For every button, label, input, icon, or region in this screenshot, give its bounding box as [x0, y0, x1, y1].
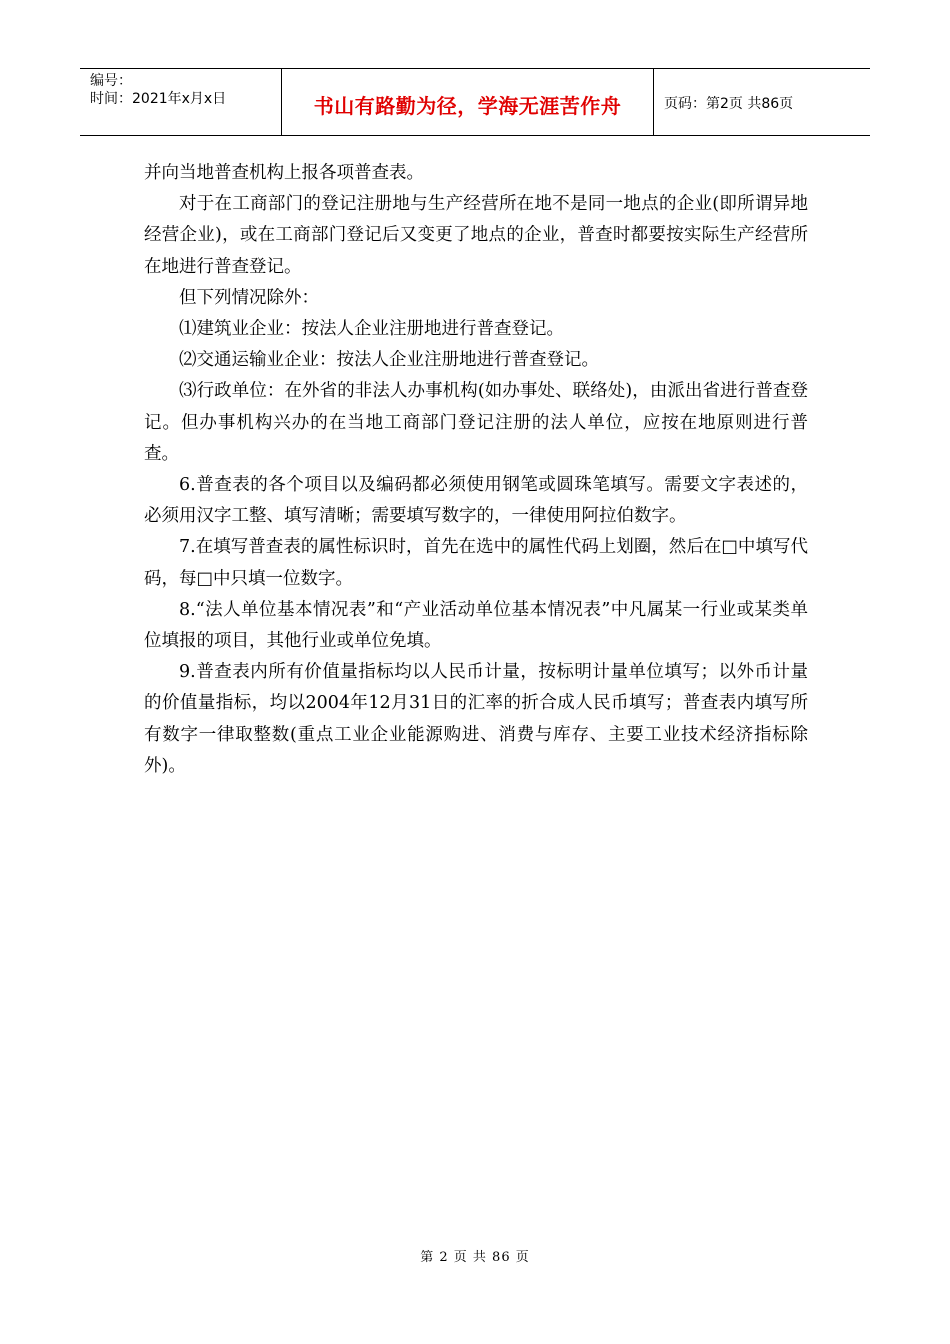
body-paragraph: 但下列情况除外： [179, 287, 319, 308]
header-page-info: 页码：第2页 共86页 [664, 96, 794, 112]
header-motto: 书山有路勤为径，学海无涯苦作舟 [313, 93, 622, 118]
header-motto-cell [282, 69, 654, 135]
header-meta [80, 69, 282, 135]
list-item: ⑵交通运输业企业：按法人企业注册地进行普查登记。 [179, 350, 599, 371]
numbered-rule: 6.普查表的各个项目以及编码都必须使用钢笔或圆珠笔填写。需要文字表述的，必须用汉字工整、填写清晰；需要填写数字的，一律使用阿拉伯数字。 [144, 475, 808, 527]
page-header [80, 68, 870, 136]
body-paragraph: 并向当地普查机构上报各项普查表。 [144, 163, 424, 183]
document-body [144, 158, 808, 782]
document-number-label: 编号： [90, 73, 132, 89]
list-item: ⑴建筑业企业：按法人企业注册地进行普查登记。 [179, 319, 564, 340]
numbered-rule: 8.“法人单位基本情况表”和“产业活动单位基本情况表”中凡属某一行业或某类单位填报的项目，其他行业或单位免填。 [144, 599, 808, 652]
list-item: ⑶行政单位：在外省的非法人办事机构(如办事处、联络处)，由派出省进行普查登记。但办事机构兴办的在当地工商部门登记注册的法人单位，应按在地原则进行普查。 [144, 381, 808, 464]
page-footer: 第 2 页 共 86 页 [420, 1250, 530, 1265]
header-page-info-cell [654, 69, 870, 135]
numbered-rule: 9.普查表内所有价值量指标均以人民币计量，按标明计量单位填写；以外币计量的价值量指标，均以2004年12月31日的汇率的折合成人民币填写；普查表内填写所有数字一律取整数(重点工业企业能源购进、消费与库存、主要工业技术经济指标除外)。 [144, 662, 808, 776]
body-paragraph: 对于在工商部门的登记注册地与生产经营所在地不是同一地点的企业(即所谓异地经营企业)，或在工商部门登记后又变更了地点的企业，普查时都要按实际生产经营所在地进行普查登记。 [144, 194, 808, 277]
numbered-rule: 7.在填写普查表的属性标识时，首先在选中的属性代码上划圈，然后在□中填写代码，每□中只填一位数字。 [144, 537, 808, 589]
document-date-label: 时间：2021年x月x日 [90, 91, 227, 107]
